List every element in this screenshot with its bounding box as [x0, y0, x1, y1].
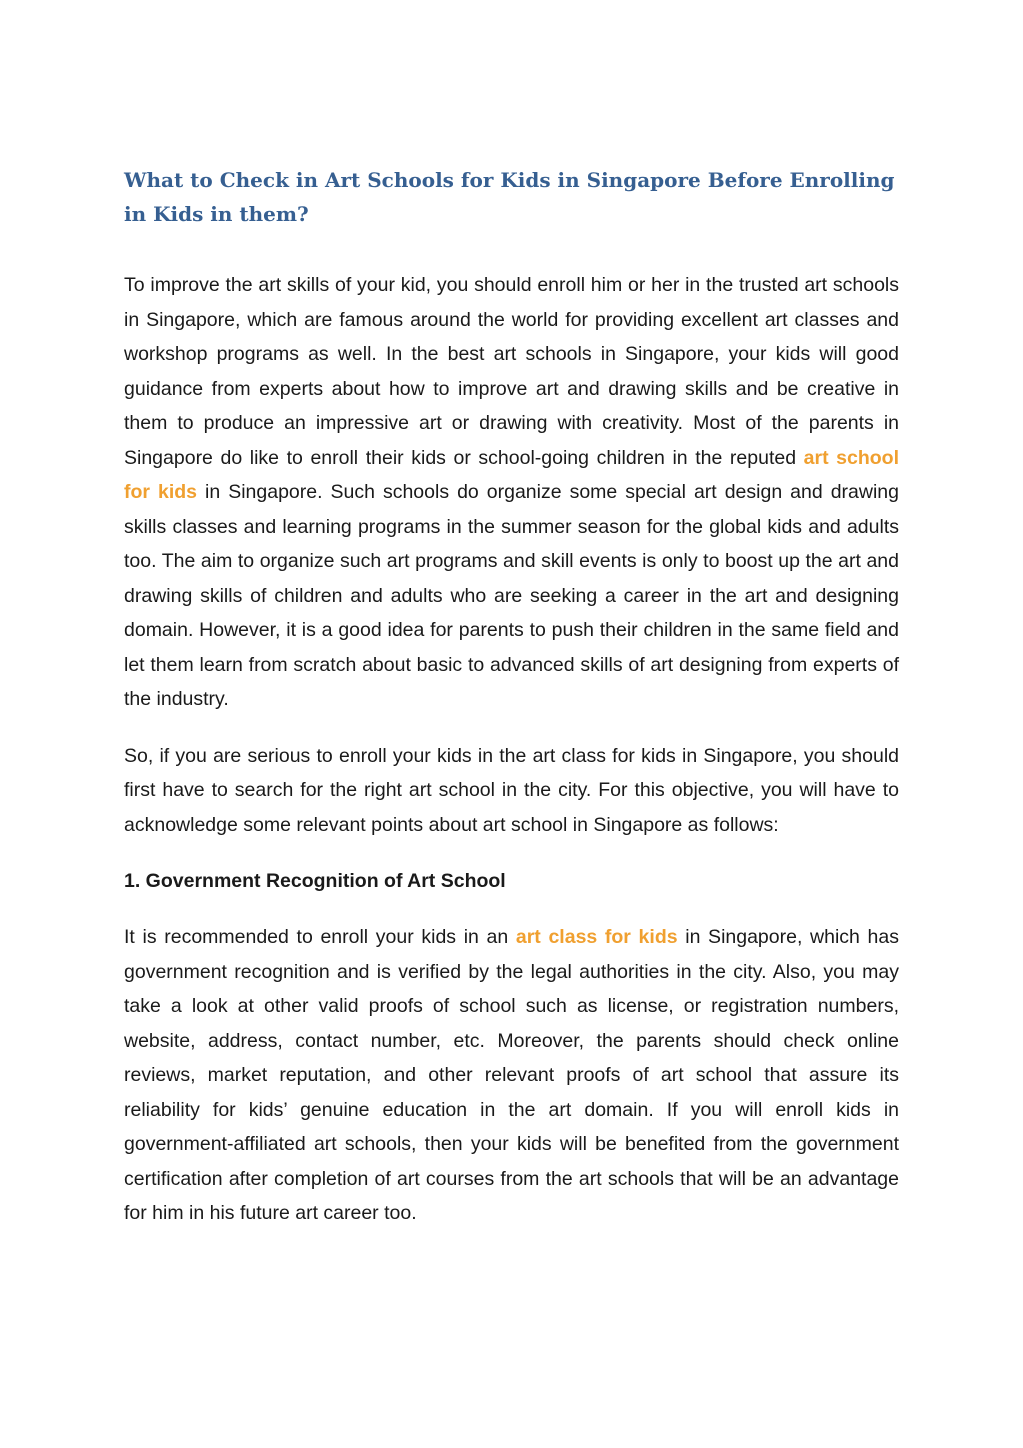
- section-paragraph-government-recognition: [124, 920, 899, 1231]
- section-text-after-link: in Singapore, which has government recognition and is verified by the legal authorities in the city. Also, you may take a look at other valid proofs of school such as license, or registration numbers, website, address, contact number, etc. Moreover, the parents should check online reviews, market reputation, and other relevant proofs of art school that assure its reliability for kids’ genuine education in the art domain. If you will enroll kids in government-affiliated art schools, then your kids will be benefited from the government certification after completion of art courses from the art schools that will be an advantage for him in his future art career too.: [124, 926, 899, 1224]
- second-paragraph: So, if you are serious to enroll your kids in the art class for kids in Singapore, you should first have to search for the right art school in the city. For this objective, you will have to acknowledge some relevant points about art school in Singapore as follows:: [124, 744, 899, 836]
- intro-text-before-link: To improve the art skills of your kid, you should enroll him or her in the trusted art schools in Singapore, which are famous around the world for providing excellent art classes and workshop programs as well. In the best art schools in Singapore, your kids will good guidance from experts about how to improve art and drawing skills and be creative in them to produce an impressive art or drawing with creativity. Most of the parents in Singapore do like to enroll their kids or school-going children in the reputed: [124, 274, 899, 469]
- intro-paragraph: [124, 268, 899, 717]
- art-class-for-kids-link[interactable]: art class for kids: [515, 926, 678, 948]
- section-heading-government-recognition: 1. Government Recognition of Art School: [124, 870, 506, 892]
- intro-text-after-link: in Singapore. Such schools do organize some special art design and drawing skills classes and learning programs in the summer season for the global kids and adults too. The aim to organize such art programs and skill events is only to boost up the art and drawing skills of children and adults who are seeking a career in the art and designing domain. However, it is a good idea for parents to push their children in the same field and let them learn from scratch about basic to advanced skills of art designing from experts of the industry.: [124, 481, 899, 710]
- document-page: [124, 163, 899, 1231]
- page-title: What to Check in Art Schools for Kids in Singapore Before Enrolling in Kids in them?: [124, 168, 895, 226]
- art-school-for-kids-link[interactable]: art school for kids: [124, 446, 899, 503]
- section-text-before-link: It is recommended to enroll your kids in an: [124, 926, 516, 948]
